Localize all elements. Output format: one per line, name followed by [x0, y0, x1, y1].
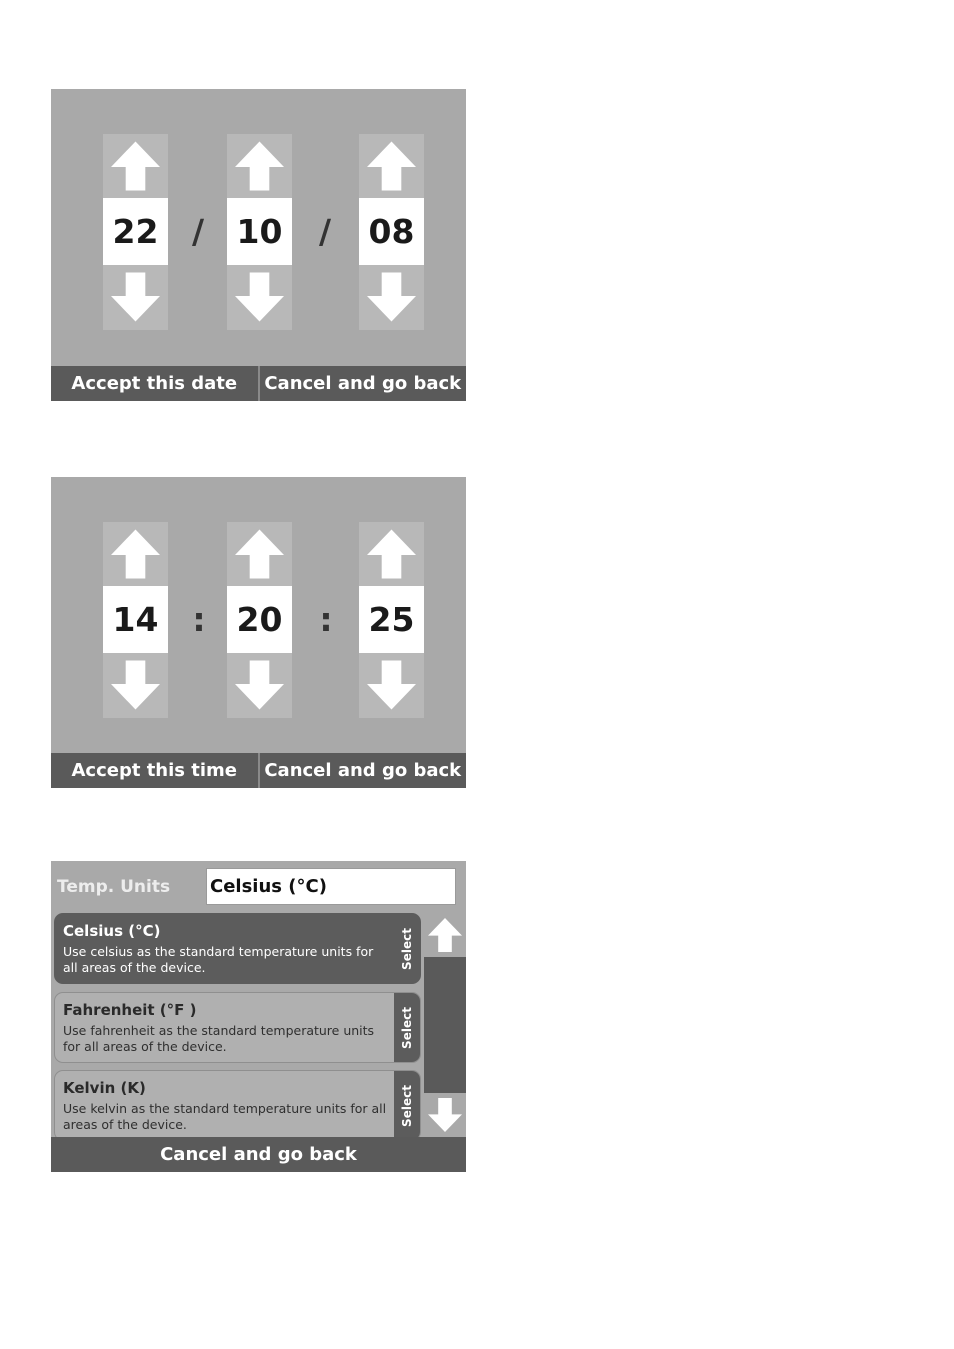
- minute-increment-button[interactable]: [235, 529, 284, 579]
- temp-units-screen: [51, 861, 466, 1172]
- temp-units-current-value: Celsius (°C): [206, 868, 456, 905]
- select-celsius-button[interactable]: [394, 914, 420, 983]
- select-label: Select: [400, 1006, 415, 1049]
- second-value[interactable]: 25: [359, 586, 424, 653]
- option-title: Kelvin (K): [63, 1079, 146, 1097]
- option-fahrenheit[interactable]: [54, 992, 421, 1063]
- cancel-button[interactable]: Cancel and go back: [51, 1137, 466, 1172]
- option-title: Celsius (°C): [63, 922, 161, 940]
- month-spinner: [227, 134, 292, 330]
- arrow-down-icon: [235, 660, 284, 710]
- hour-increment-button[interactable]: [111, 529, 160, 579]
- minute-decrement-button[interactable]: [235, 660, 284, 710]
- arrow-down-icon: [235, 272, 284, 322]
- second-decrement-button[interactable]: [367, 660, 416, 710]
- scrollbar[interactable]: [424, 913, 466, 1137]
- time-footer: [51, 753, 466, 788]
- arrow-down-icon: [111, 660, 160, 710]
- minute-value[interactable]: 20: [227, 586, 292, 653]
- arrow-up-icon: [235, 529, 284, 579]
- select-label: Select: [400, 1084, 415, 1127]
- temp-units-label: Temp. Units: [57, 877, 171, 897]
- year-value[interactable]: 08: [359, 198, 424, 265]
- scroll-down-button[interactable]: [424, 1093, 466, 1137]
- arrow-down-icon: [428, 1095, 462, 1135]
- arrow-up-icon: [111, 141, 160, 191]
- option-description: Use kelvin as the standard temperature units for all areas of the device.: [63, 1101, 387, 1132]
- option-description: Use fahrenheit as the standard temperature units for all areas of the device.: [63, 1023, 375, 1054]
- day-value[interactable]: 22: [103, 198, 168, 265]
- arrow-up-icon: [367, 141, 416, 191]
- year-spinner: [359, 134, 424, 330]
- year-increment-button[interactable]: [367, 141, 416, 191]
- units-option-list: [54, 913, 422, 1137]
- minute-spinner: [227, 522, 292, 718]
- accept-date-button[interactable]: Accept this date: [71, 373, 238, 394]
- select-label: Select: [400, 927, 415, 970]
- day-decrement-button[interactable]: [111, 272, 160, 322]
- time-separator: :: [319, 600, 333, 639]
- hour-spinner: [103, 522, 168, 718]
- day-increment-button[interactable]: [111, 141, 160, 191]
- scroll-up-button[interactable]: [424, 913, 466, 957]
- option-kelvin[interactable]: [54, 1070, 421, 1137]
- arrow-down-icon: [111, 272, 160, 322]
- arrow-up-icon: [367, 529, 416, 579]
- accept-time-button[interactable]: Accept this time: [71, 760, 238, 781]
- date-separator: /: [318, 212, 332, 251]
- hour-value[interactable]: 14: [103, 586, 168, 653]
- date-footer: [51, 366, 466, 401]
- day-spinner: [103, 134, 168, 330]
- cancel-button[interactable]: Cancel and go back: [258, 753, 467, 788]
- option-description: Use celsius as the standard temperature units for all areas of the device.: [63, 944, 374, 975]
- time-picker-screen: [51, 477, 466, 788]
- option-title: Fahrenheit (°F ): [63, 1001, 197, 1019]
- cancel-button[interactable]: Cancel and go back: [258, 366, 467, 401]
- year-decrement-button[interactable]: [367, 272, 416, 322]
- arrow-up-icon: [428, 915, 462, 955]
- second-increment-button[interactable]: [367, 529, 416, 579]
- arrow-down-icon: [367, 660, 416, 710]
- arrow-down-icon: [367, 272, 416, 322]
- date-picker-screen: [51, 89, 466, 401]
- date-separator: /: [191, 212, 205, 251]
- arrow-up-icon: [235, 141, 284, 191]
- month-increment-button[interactable]: [235, 141, 284, 191]
- select-kelvin-button[interactable]: [394, 1071, 420, 1137]
- month-value[interactable]: 10: [227, 198, 292, 265]
- month-decrement-button[interactable]: [235, 272, 284, 322]
- hour-decrement-button[interactable]: [111, 660, 160, 710]
- time-separator: :: [192, 600, 206, 639]
- arrow-up-icon: [111, 529, 160, 579]
- option-celsius[interactable]: [54, 913, 421, 984]
- select-fahrenheit-button[interactable]: [394, 993, 420, 1062]
- second-spinner: [359, 522, 424, 718]
